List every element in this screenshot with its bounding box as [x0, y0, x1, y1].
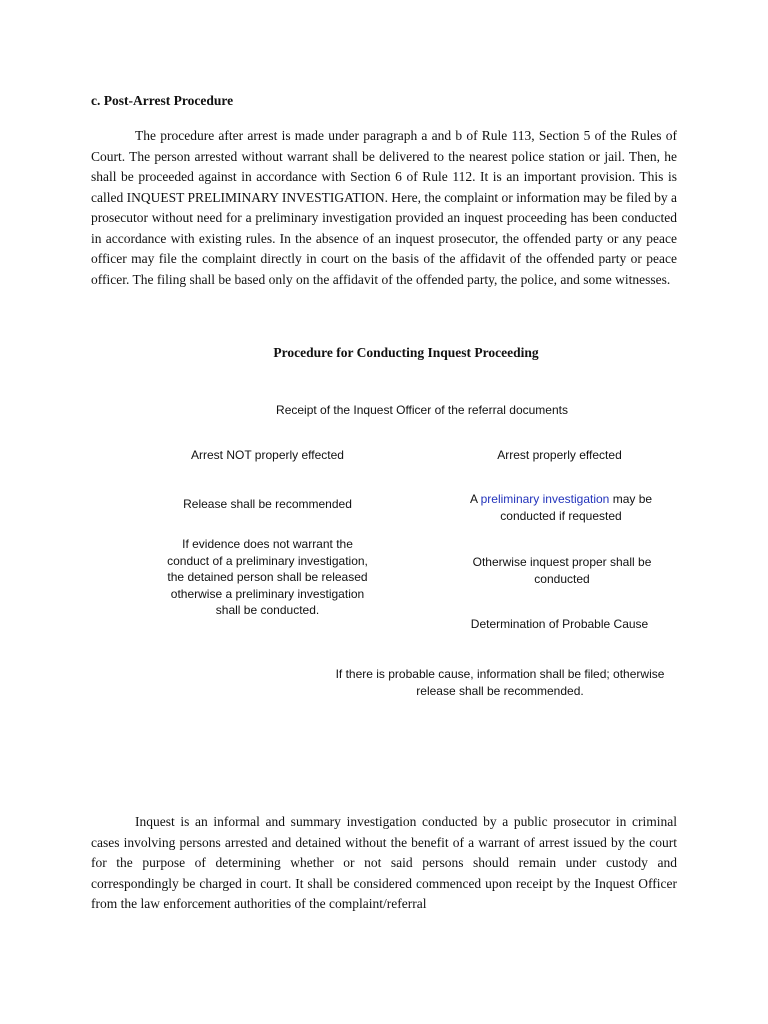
- flow-left-step2: If evidence does not warrant the conduct of a preliminary investigation, the detained person shall be released otherwise a preliminary investigation shall be conducted.: [167, 537, 368, 617]
- flow-left-header: Arrest NOT properly effected: [191, 448, 344, 462]
- flow-final: If there is probable cause, information shall be filed; otherwise release shall be recommended.: [335, 667, 665, 698]
- section-heading: c. Post-Arrest Procedure: [91, 93, 234, 108]
- flow-right-step1-suffix: may be conducted if requested: [500, 492, 653, 523]
- flow-right-step3: Determination of Probable Cause: [470, 617, 649, 631]
- flowchart-title-text: Procedure for Conducting Inquest Proceeding: [273, 345, 539, 360]
- flowchart-title: [0, 345, 768, 361]
- flow-right-header: Arrest properly effected: [497, 448, 622, 462]
- flow-right-step1-prefix: A: [469, 492, 481, 506]
- flow-left-step1: Release shall be recommended: [183, 497, 352, 511]
- flow-receipt: Receipt of the Inquest Officer of the referral documents: [276, 403, 568, 417]
- paragraph-post-arrest: The procedure after arrest is made under paragraph a and b of Rule 113, Section 5 of the Rules of Court. The person arrested without warrant shall be delivered to the nearest police station or jail. Then, he shall be proceeded against in accordance with Section 6 of Rule 112. It is an important provision. This is called INQUEST PRELIMINARY INVESTIGATION. Here, the complaint or information may be filed by a prosecutor without need for a preliminary investigation provided an inquest proceeding has been conducted in accordance with existing rules. In the absence of an inquest prosecutor, the offended party or any peace officer may file the complaint directly in court on the basis of the affidavit of the offended party or peace officer. The filing shall be based only on the affidavit of the offended party, the police, and some witnesses.: [91, 128, 677, 287]
- paragraph-inquest: Inquest is an informal and summary investigation conducted by a public prosecutor in criminal cases involving persons arrested and detained without the benefit of a warrant of arrest issued by the court for the purpose of determining whether or not said persons should remain under custody and correspondingly be charged in court. It shall be considered commenced upon receipt by the Inquest Officer from the law enforcement authorities of the complaint/referral: [91, 814, 677, 911]
- preliminary-investigation-link[interactable]: preliminary investigation: [480, 492, 610, 506]
- flow-right-step2: Otherwise inquest proper shall be conducted: [472, 555, 652, 586]
- flow-right-step1: [455, 491, 667, 524]
